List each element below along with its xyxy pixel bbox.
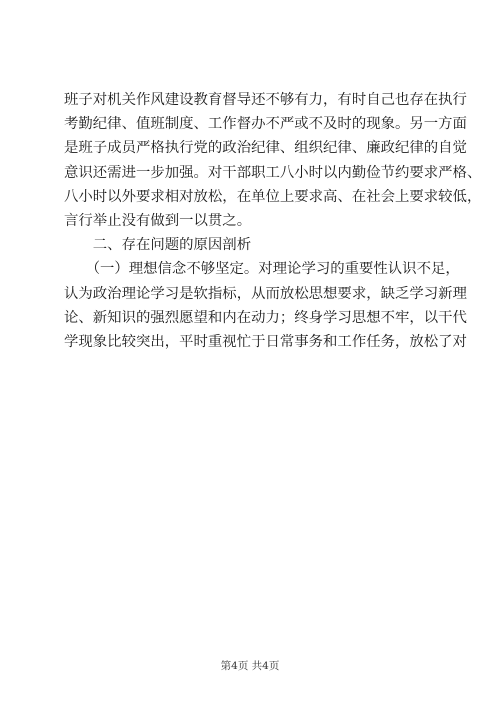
body-text	[64, 88, 482, 354]
section-heading: 二、存在问题的原因剖析	[64, 237, 252, 254]
page-footer: 第4页 共4页	[220, 660, 280, 672]
text-line: 论、新知识的强烈愿望和内在动力；终身学习思想不牢，以干代	[64, 309, 467, 326]
text-line: 是班子成员严格执行党的政治纪律、组织纪律、廉政纪律的自觉	[64, 140, 467, 157]
text-line: （一）理想信念不够坚定。对理论学习的重要性认识不足，	[64, 261, 460, 278]
text-line: 考勤纪律、值班制度、工作督办不严或不及时的现象。另一方面	[64, 116, 467, 133]
text-line: 认为政治理论学习是软指标，从而放松思想要求，缺乏学习新理	[64, 285, 467, 302]
text-line: 班子对机关作风建设教育督导还不够有力，有时自己也存在执行	[64, 92, 467, 108]
text-line: 学现象比较突出，平时重视忙于日常事务和工作任务，放松了对	[64, 333, 467, 350]
text-line: 八小时以外要求相对放松，在单位上要求高、在社会上要求较低，	[64, 188, 482, 205]
text-line: 意识还需进一步加强。对干部职工八小时以内勤俭节约要求严格、	[64, 164, 482, 181]
text-line: 言行举止没有做到一以贯之。	[64, 212, 252, 229]
